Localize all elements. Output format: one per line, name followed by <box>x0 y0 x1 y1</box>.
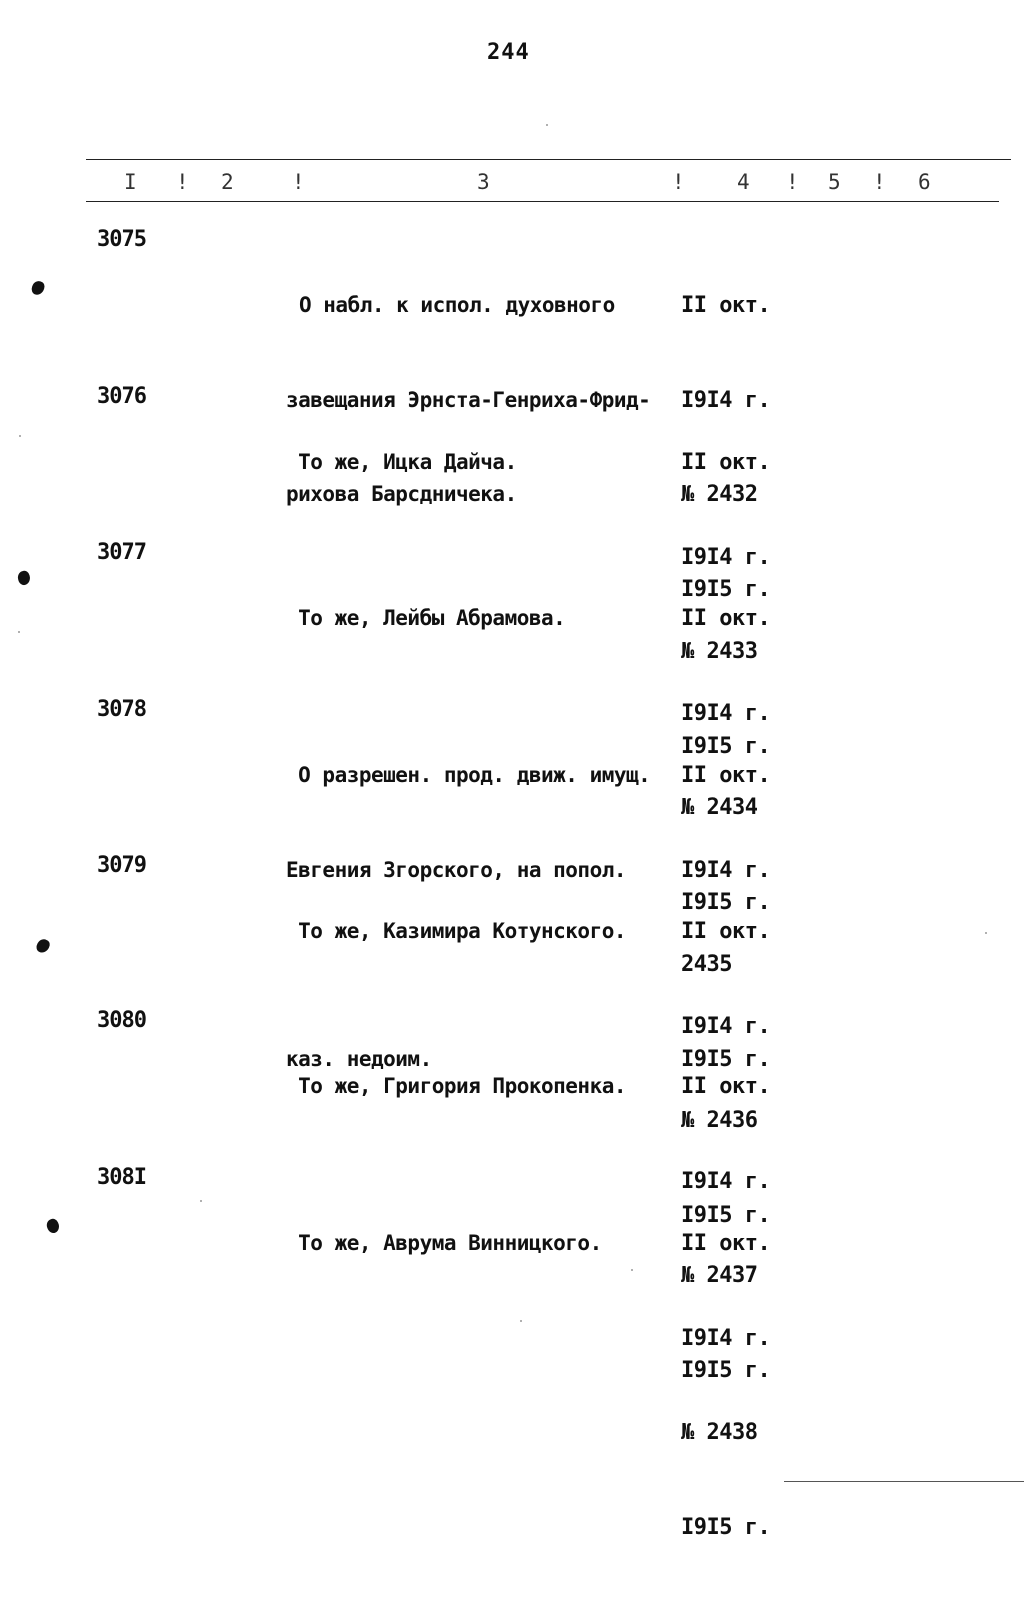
table-header-rule <box>86 201 999 202</box>
date-line: I9I4 г. <box>681 1013 771 1039</box>
scan-speck <box>200 1200 202 1202</box>
date-line: I9I5 г. <box>681 733 771 759</box>
entry-date <box>681 1165 770 1606</box>
date-line: II окт. <box>681 606 771 631</box>
description-line: То же, Казимира Котунского. <box>286 919 627 943</box>
header-sep-4: ! <box>786 170 799 194</box>
entry-description <box>286 853 676 1011</box>
scan-speck <box>18 631 20 633</box>
scan-speck <box>985 932 987 934</box>
date-line: I9I5 г. <box>681 1202 771 1228</box>
entry-description <box>286 540 676 698</box>
date-line: 2435 <box>681 952 732 977</box>
entry-description <box>286 1165 676 1323</box>
header-sep-3: ! <box>672 170 685 194</box>
entry-number: 3075 <box>97 227 146 252</box>
date-line: I9I4 г. <box>681 1325 771 1351</box>
description-line: каз. недоим. <box>286 1046 432 1071</box>
header-sep-5: ! <box>873 170 886 194</box>
header-col-5: 5 <box>828 170 841 194</box>
header-col-6: 6 <box>918 170 931 194</box>
scan-speck <box>520 1320 522 1322</box>
page-edge-line <box>784 1481 1024 1482</box>
description-line: О разрешен. прод. движ. имущ. <box>286 763 651 787</box>
scan-speck <box>19 435 21 437</box>
table-top-rule <box>86 159 1011 160</box>
date-line: II окт. <box>681 919 771 944</box>
date-line: II окт. <box>681 450 771 475</box>
date-line: I9I5 г. <box>681 576 771 602</box>
date-line: I9I4 г. <box>681 857 771 883</box>
date-line: II окт. <box>681 293 771 318</box>
date-line: I9I4 г. <box>681 544 771 570</box>
description-line: То же, Лейбы Абрамова. <box>286 606 566 630</box>
date-line: № 2437 <box>681 1263 758 1288</box>
description-line: О набл. к испол. духовного <box>299 293 615 317</box>
entry-number: 3077 <box>97 540 146 565</box>
date-line: I9I5 г. <box>681 1357 771 1383</box>
date-line: № 2436 <box>681 1108 758 1133</box>
entry-number: 308I <box>97 1165 146 1190</box>
date-line: I9I5 г. <box>681 1046 771 1072</box>
header-col-2: 2 <box>221 170 234 194</box>
date-line: I9I4 г. <box>681 1168 771 1194</box>
date-line: II окт. <box>681 1074 771 1099</box>
punch-hole-mark <box>16 570 31 587</box>
entry-number: 3078 <box>97 697 146 722</box>
description-line: Евгения Згорского, на попол. <box>286 857 627 882</box>
date-line: I9I5 г. <box>681 1514 771 1540</box>
date-line: I9I4 г. <box>681 700 771 726</box>
description-line: То же, Григория Прокопенка. <box>286 1074 627 1098</box>
punch-hole-mark <box>34 937 51 955</box>
date-line: № 2433 <box>681 639 758 664</box>
entry-number: 3080 <box>97 1008 146 1033</box>
description-line: рихова Барсдничека. <box>286 482 517 506</box>
header-col-4: 4 <box>737 170 750 194</box>
date-line: № 2434 <box>681 795 758 820</box>
header-col-1: I <box>124 170 137 194</box>
entry-description <box>286 1008 676 1166</box>
header-col-3: 3 <box>477 170 490 194</box>
date-line: № 2432 <box>681 482 758 507</box>
scan-speck <box>631 1269 633 1271</box>
date-line: I9I5 г. <box>681 889 771 915</box>
entry-number: 3079 <box>97 853 146 878</box>
description-line: завещания Эрнста-Генриха-Фрид- <box>286 387 651 412</box>
scan-speck <box>546 124 548 126</box>
page-number: 244 <box>487 40 530 65</box>
punch-hole-mark <box>45 1217 62 1235</box>
punch-hole-mark <box>30 279 46 296</box>
description-line: То же, Ицка Дайча. <box>286 450 517 474</box>
header-sep-2: ! <box>292 170 305 194</box>
entry-description <box>286 384 676 542</box>
header-sep-1: ! <box>176 170 189 194</box>
entry-number: 3076 <box>97 384 146 409</box>
date-line: II окт. <box>681 763 771 788</box>
date-line: I9I4 г. <box>681 387 771 413</box>
date-line: № 2438 <box>681 1420 758 1445</box>
date-line: II окт. <box>681 1231 771 1256</box>
description-line: То же, Аврума Винницкого. <box>286 1231 602 1255</box>
